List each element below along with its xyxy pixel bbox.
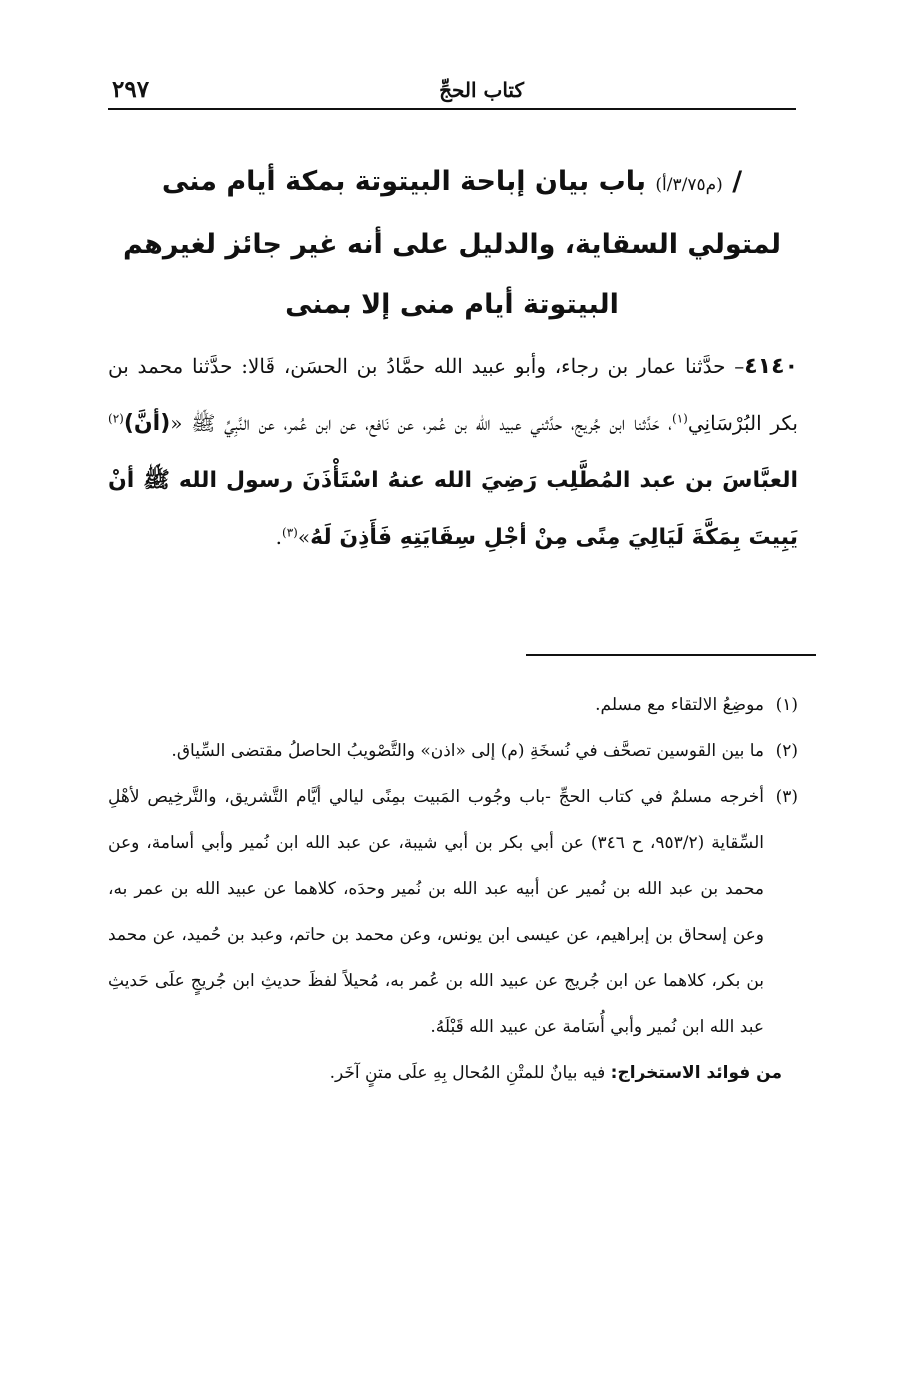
footnote-marker-2: (٢) bbox=[108, 411, 124, 426]
footnote-text: ما بين القوسين تصحَّف في نُسخَةِ (م) إلى «اذن» والتَّصْويبُ الحاصلُ مقتضى السِّياق. bbox=[171, 741, 764, 761]
hadith-number: ٤١٤٠ bbox=[744, 354, 798, 379]
footnote-1 bbox=[108, 682, 798, 728]
chapter-title-line-2: لمتولي السقاية، والدليل على أنه غير جائز لغيرهم bbox=[122, 229, 782, 260]
running-title: كتاب الحجِّ bbox=[439, 78, 524, 102]
footnote-marker-1: (١) bbox=[672, 411, 688, 426]
hadith-end: . bbox=[275, 525, 282, 549]
footnote-number: (٣) bbox=[775, 787, 798, 807]
chapter-title-text-1: باب بيان إباحة البيتوتة بمكة أيام منى bbox=[161, 166, 647, 197]
footnote-2 bbox=[108, 728, 798, 774]
hadith-isnad-2: ، حَدَّثنا ابن جُريج، حدَّثني عبيد الله بن عُمر، عن نَافع، عن ابن عُمر، عن النَّبِيِّ ﷺ « bbox=[170, 411, 672, 435]
page-break-slash: / bbox=[722, 166, 743, 197]
hadith-closing-quote: » bbox=[297, 525, 311, 549]
chapter-title-line-3: البيتوتة أيام منى إلا بمنى bbox=[285, 289, 619, 320]
footnote-number: (١) bbox=[775, 695, 798, 715]
footnote-separator bbox=[526, 654, 816, 656]
footnote-number: (٢) bbox=[775, 741, 798, 761]
page-number: ٢٩٧ bbox=[112, 76, 150, 103]
hadith-paragraph bbox=[108, 338, 798, 566]
hadith-isnad-1: – حدَّثنا عمار بن رجاء، وأبو عبيد الله حمَّادُ بن الحسَن، قَالا: حدَّثنا محمد بن بكر البُرْسَانِي bbox=[108, 354, 798, 435]
extraction-benefits bbox=[108, 1050, 798, 1096]
benefits-label: من فوائد الاستخراج: bbox=[610, 1063, 782, 1083]
header-rule bbox=[108, 108, 796, 110]
chapter-title-line-1 bbox=[108, 152, 796, 215]
hadith-matn-1: (أنَّ) bbox=[123, 411, 171, 436]
footnote-text: أخرجه مسلمٌ في كتاب الحجِّ -باب وجُوب المَبيت بمِنًى ليالي أيَّام التَّشريق، والتَّرخِيص لأهْلِ السِّقاية (٩٥٣/٢، ح ٣٤٦) عن أبي بكر بن أبي شيبة، عن عبد الله ابن نُمير وأبي أسامة، وعن محمد بن عبد الله بن نُمير عن أبيه عبد الله بن نُمير وحدَه، كلاهما عن عبيد الله بن عمر به، وعن إسحاق بن إبراهيم، عن عيسى ابن يونس، وعن محمد بن حاتم، وعبد بن حُميد، عن محمد بن بكر، كلاهما عن ابن جُريج عن عبيد الله بن عُمر به، مُحيلاً لفظَ حديثِ ابن جُريجٍ علَى حَديثِ عبد الله ابن نُمير وأبي أُسَامة عن عبيد الله قَبْلَهُ. bbox=[108, 787, 764, 1037]
footnote-3 bbox=[108, 774, 798, 1050]
manuscript-ref: (م٣/٧٥/أ) bbox=[655, 175, 723, 195]
chapter-heading bbox=[108, 152, 796, 335]
footnotes bbox=[108, 682, 798, 1096]
footnote-text: موضِعُ الالتقاء مع مسلم. bbox=[595, 695, 764, 715]
benefits-text: فيه بيانٌ للمتْنِ المُحال بِهِ علَى متنٍ آخَر. bbox=[329, 1063, 611, 1083]
hadith-matn-2: العبَّاسَ بن عبد المُطَّلِب رَضِيَ الله عنهُ اسْتَأْذَنَ رسول الله ﷺ أنْ يَبِيتَ بِمَكَّةَ لَيَالِيَ مِنًى مِنْ أجْلِ سِقَايَتِهِ فَأَذِنَ لَهُ bbox=[108, 468, 798, 550]
footnote-marker-3: (٣) bbox=[282, 525, 298, 540]
